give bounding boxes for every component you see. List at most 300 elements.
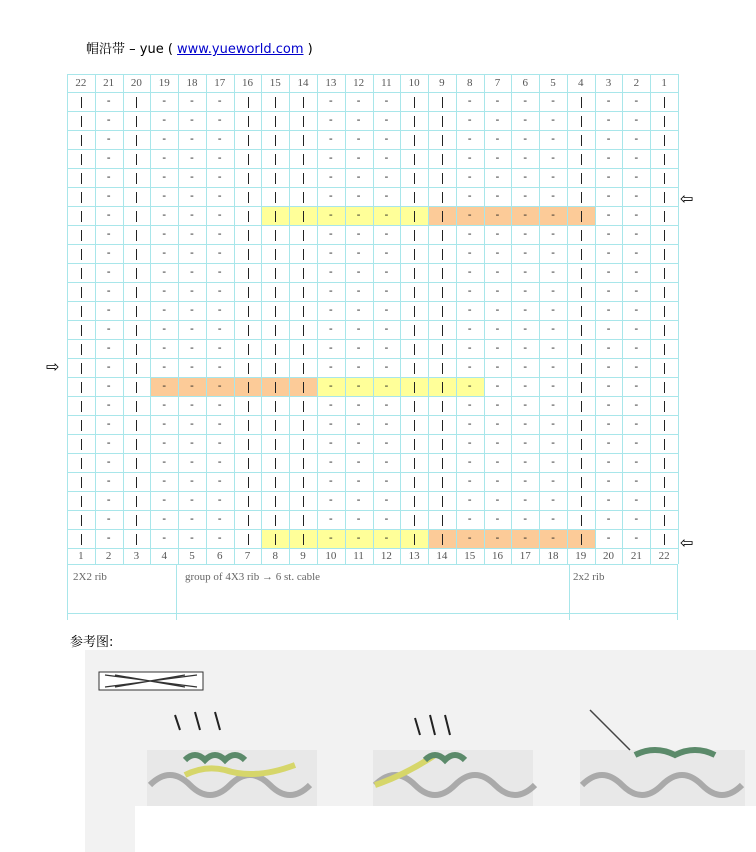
column-number-top: 18 (186, 77, 198, 89)
knit-symbol (664, 344, 665, 355)
purl-symbol: - (383, 265, 390, 278)
purl-symbol: - (355, 284, 362, 297)
purl-symbol: - (466, 151, 473, 164)
purl-symbol: - (355, 417, 362, 430)
knit-symbol (136, 116, 137, 127)
purl-symbol: - (188, 265, 196, 278)
purl-symbol: - (105, 227, 112, 240)
purl-symbol: - (160, 189, 168, 202)
column-number-bottom: 22 (658, 550, 670, 562)
purl-symbol: - (383, 436, 390, 449)
purl-symbol: - (355, 151, 362, 164)
purl-symbol: - (466, 322, 473, 335)
knit-symbol (581, 192, 582, 203)
knit-symbol (581, 534, 582, 545)
purl-symbol: - (355, 436, 362, 449)
knit-symbol (581, 154, 582, 165)
knit-symbol (664, 325, 665, 336)
purl-symbol: - (105, 512, 112, 525)
knit-symbol (414, 230, 415, 241)
knit-symbol (81, 192, 82, 203)
purl-symbol: - (633, 512, 640, 525)
purl-symbol: - (466, 94, 473, 107)
purl-symbol: - (105, 417, 112, 430)
knit-symbol (303, 249, 304, 260)
purl-symbol: - (494, 417, 501, 430)
column-number-top: 21 (103, 77, 115, 89)
knit-symbol (581, 439, 582, 450)
purl-symbol: - (633, 132, 640, 145)
column-number-bottom: 3 (133, 550, 140, 562)
knit-symbol (81, 173, 82, 184)
purl-symbol: - (327, 341, 335, 354)
purl-symbol: - (327, 398, 335, 411)
purl-symbol: - (105, 94, 112, 107)
purl-symbol: - (494, 398, 501, 411)
purl-symbol: - (160, 227, 168, 240)
knit-symbol (581, 306, 582, 317)
column-number-top: 1 (661, 77, 667, 89)
purl-symbol: - (160, 417, 168, 430)
right-arrow-icon-top: ⇦ (680, 191, 694, 208)
knit-symbol (275, 363, 276, 374)
knit-symbol (442, 363, 443, 374)
purl-symbol: - (327, 132, 335, 145)
purl-symbol: - (355, 455, 362, 468)
purl-symbol: - (494, 132, 501, 145)
purl-symbol: - (383, 360, 390, 373)
right-arrow-icon-bottom: ⇦ (680, 535, 694, 552)
knit-symbol (275, 306, 276, 317)
knit-symbol (414, 97, 415, 108)
knit-symbol (136, 306, 137, 317)
knit-symbol (248, 401, 249, 412)
knit-symbol (248, 268, 249, 279)
knit-symbol (248, 477, 249, 488)
purl-symbol: - (216, 303, 224, 316)
purl-symbol: - (633, 246, 640, 259)
purl-symbol: - (216, 455, 224, 468)
purl-symbol: - (188, 284, 196, 297)
knit-symbol (581, 97, 582, 108)
knit-symbol (275, 97, 276, 108)
purl-symbol: - (216, 208, 224, 221)
purl-symbol: - (216, 360, 224, 373)
knit-symbol (442, 496, 443, 507)
purl-symbol: - (466, 132, 473, 145)
purl-symbol: - (188, 303, 196, 316)
purl-symbol: - (327, 208, 335, 221)
purl-symbol: - (216, 493, 224, 506)
purl-symbol: - (188, 189, 196, 202)
knit-symbol (414, 401, 415, 412)
knit-symbol (81, 496, 82, 507)
purl-symbol: - (383, 208, 390, 221)
knit-symbol (81, 306, 82, 317)
knit-symbol (664, 135, 665, 146)
knit-symbol (275, 496, 276, 507)
knit-symbol (275, 287, 276, 298)
purl-symbol: - (605, 303, 612, 316)
purl-symbol: - (521, 170, 529, 183)
knit-symbol (442, 325, 443, 336)
knit-symbol (581, 173, 582, 184)
knit-symbol (275, 249, 276, 260)
purl-symbol: - (521, 417, 529, 430)
knit-symbol (81, 439, 82, 450)
purl-symbol: - (355, 170, 362, 183)
knit-symbol (136, 344, 137, 355)
purl-symbol: - (494, 512, 501, 525)
knit-symbol (442, 287, 443, 298)
purl-symbol: - (188, 531, 196, 544)
purl-symbol: - (188, 379, 196, 392)
purl-symbol: - (494, 341, 501, 354)
purl-symbol: - (160, 170, 168, 183)
purl-symbol: - (160, 113, 168, 126)
purl-symbol: - (605, 246, 612, 259)
purl-symbol: - (549, 303, 557, 316)
knit-symbol (581, 135, 582, 146)
knit-symbol (303, 230, 304, 241)
purl-symbol: - (216, 189, 224, 202)
purl-symbol: - (521, 303, 529, 316)
purl-symbol: - (216, 531, 224, 544)
purl-symbol: - (216, 246, 224, 259)
column-number-bottom: 21 (630, 550, 642, 562)
purl-symbol: - (355, 322, 362, 335)
purl-symbol: - (521, 322, 529, 335)
column-number-top: 20 (130, 77, 142, 89)
purl-symbol: - (633, 322, 640, 335)
purl-symbol: - (160, 436, 168, 449)
knit-symbol (414, 382, 415, 393)
knit-symbol (136, 477, 137, 488)
column-number-bottom: 10 (325, 550, 337, 562)
purl-symbol: - (105, 493, 112, 506)
knit-symbol (303, 116, 304, 127)
purl-symbol: - (383, 398, 390, 411)
purl-symbol: - (521, 151, 529, 164)
knit-symbol (275, 382, 276, 393)
column-number-top: 10 (408, 77, 420, 89)
purl-symbol: - (605, 417, 612, 430)
knit-symbol (136, 515, 137, 526)
purl-symbol: - (521, 246, 529, 259)
knit-symbol (275, 116, 276, 127)
purl-symbol: - (466, 379, 473, 392)
purl-symbol: - (521, 531, 529, 544)
purl-symbol: - (383, 341, 390, 354)
purl-symbol: - (105, 132, 112, 145)
purl-symbol: - (327, 189, 335, 202)
purl-symbol: - (466, 531, 473, 544)
purl-symbol: - (188, 246, 196, 259)
purl-symbol: - (216, 322, 224, 335)
purl-symbol: - (633, 455, 640, 468)
purl-symbol: - (494, 379, 501, 392)
knit-symbol (303, 477, 304, 488)
purl-symbol: - (549, 151, 557, 164)
knit-symbol (664, 154, 665, 165)
purl-symbol: - (216, 94, 224, 107)
knit-symbol (442, 382, 443, 393)
purl-symbol: - (549, 360, 557, 373)
knit-symbol (136, 534, 137, 545)
knit-symbol (303, 458, 304, 469)
purl-symbol: - (105, 170, 112, 183)
purl-symbol: - (383, 379, 390, 392)
purl-symbol: - (105, 208, 112, 221)
column-number-bottom: 7 (244, 550, 251, 562)
purl-symbol: - (105, 322, 112, 335)
knit-symbol (442, 249, 443, 260)
purl-symbol: - (466, 474, 473, 487)
purl-symbol: - (105, 531, 112, 544)
knit-symbol (275, 439, 276, 450)
purl-symbol: - (160, 303, 168, 316)
purl-symbol: - (633, 493, 640, 506)
purl-symbol: - (327, 322, 335, 335)
purl-symbol: - (188, 208, 196, 221)
purl-symbol: - (355, 341, 362, 354)
purl-symbol: - (160, 493, 168, 506)
purl-symbol: - (633, 341, 640, 354)
knit-symbol (248, 249, 249, 260)
knit-symbol (303, 325, 304, 336)
column-number-top: 3 (605, 77, 612, 89)
purl-symbol: - (160, 379, 168, 392)
website-link[interactable]: www.yueworld.com (177, 42, 304, 57)
knit-symbol (442, 135, 443, 146)
knit-symbol (81, 154, 82, 165)
knit-symbol (581, 230, 582, 241)
purl-symbol: - (355, 94, 362, 107)
purl-symbol: - (105, 284, 112, 297)
purl-symbol: - (605, 284, 612, 297)
knit-symbol (303, 306, 304, 317)
knit-symbol (414, 249, 415, 260)
purl-symbol: - (383, 512, 390, 525)
knit-symbol (414, 211, 415, 222)
knit-symbol (664, 477, 665, 488)
purl-symbol: - (188, 151, 196, 164)
purl-symbol: - (383, 284, 390, 297)
purl-symbol: - (549, 246, 557, 259)
knit-symbol (664, 287, 665, 298)
purl-symbol: - (327, 246, 335, 259)
purl-symbol: - (466, 436, 473, 449)
knit-symbol (442, 268, 443, 279)
purl-symbol: - (105, 398, 112, 411)
purl-symbol: - (383, 227, 390, 240)
purl-symbol: - (216, 512, 224, 525)
knit-symbol (303, 363, 304, 374)
purl-symbol: - (521, 189, 529, 202)
purl-symbol: - (105, 246, 112, 259)
purl-symbol: - (216, 398, 224, 411)
knit-symbol (248, 363, 249, 374)
column-number-bottom: 5 (189, 550, 195, 562)
purl-symbol: - (383, 246, 390, 259)
purl-symbol: - (160, 398, 168, 411)
purl-symbol: - (160, 341, 168, 354)
purl-symbol: - (355, 531, 362, 544)
purl-symbol: - (105, 189, 112, 202)
purl-symbol: - (383, 455, 390, 468)
purl-symbol: - (105, 360, 112, 373)
purl-symbol: - (355, 246, 362, 259)
knit-symbol (442, 344, 443, 355)
knitting-chart (67, 74, 678, 613)
knit-symbol (81, 325, 82, 336)
purl-symbol: - (188, 132, 196, 145)
knit-symbol (664, 97, 665, 108)
purl-symbol: - (549, 341, 557, 354)
purl-symbol: - (188, 436, 196, 449)
purl-symbol: - (549, 132, 557, 145)
knit-symbol (303, 287, 304, 298)
knit-symbol (81, 344, 82, 355)
purl-symbol: - (494, 94, 501, 107)
purl-symbol: - (605, 341, 612, 354)
column-number-bottom: 12 (380, 550, 392, 562)
purl-symbol: - (160, 512, 168, 525)
purl-symbol: - (521, 94, 529, 107)
purl-symbol: - (633, 417, 640, 430)
purl-symbol: - (466, 341, 473, 354)
purl-symbol: - (188, 341, 196, 354)
purl-symbol: - (605, 493, 612, 506)
knit-symbol (81, 249, 82, 260)
knit-symbol (303, 211, 304, 222)
knit-symbol (414, 439, 415, 450)
purl-symbol: - (494, 303, 501, 316)
purl-symbol: - (188, 512, 196, 525)
legend-right: 2x2 rib (573, 571, 605, 583)
knit-symbol (136, 192, 137, 203)
purl-symbol: - (633, 436, 640, 449)
purl-symbol: - (383, 303, 390, 316)
purl-symbol: - (494, 151, 501, 164)
knit-symbol (442, 439, 443, 450)
purl-symbol: - (355, 474, 362, 487)
column-number-top: 12 (353, 77, 365, 89)
knit-symbol (248, 192, 249, 203)
purl-symbol: - (605, 208, 612, 221)
knit-symbol (81, 477, 82, 488)
knit-symbol (581, 249, 582, 260)
knit-symbol (136, 382, 137, 393)
purl-symbol: - (466, 208, 473, 221)
column-number-bottom: 11 (353, 550, 364, 562)
purl-symbol: - (383, 94, 390, 107)
knit-symbol (414, 477, 415, 488)
knit-symbol (81, 116, 82, 127)
purl-symbol: - (355, 303, 362, 316)
purl-symbol: - (521, 284, 529, 297)
column-number-top: 13 (325, 77, 337, 89)
knit-symbol (664, 116, 665, 127)
knit-symbol (248, 515, 249, 526)
purl-symbol: - (383, 417, 390, 430)
purl-symbol: - (355, 208, 362, 221)
knit-symbol (664, 439, 665, 450)
page-title (86, 38, 313, 57)
knit-symbol (136, 363, 137, 374)
purl-symbol: - (327, 531, 335, 544)
knit-symbol (275, 401, 276, 412)
knit-symbol (664, 496, 665, 507)
purl-symbol: - (105, 455, 112, 468)
column-number-top: 16 (242, 77, 253, 89)
knit-symbol (136, 439, 137, 450)
knit-symbol (248, 135, 249, 146)
knit-symbol (414, 135, 415, 146)
purl-symbol: - (383, 189, 390, 202)
purl-symbol: - (216, 113, 224, 126)
knit-symbol (136, 154, 137, 165)
knit-symbol (442, 458, 443, 469)
purl-symbol: - (105, 151, 112, 164)
purl-symbol: - (188, 360, 196, 373)
knit-symbol (275, 173, 276, 184)
purl-symbol: - (494, 322, 501, 335)
purl-symbol: - (355, 360, 362, 373)
knit-symbol (581, 325, 582, 336)
purl-symbol: - (549, 474, 557, 487)
purl-symbol: - (494, 113, 501, 126)
purl-symbol: - (494, 265, 501, 278)
knit-symbol (248, 420, 249, 431)
purl-symbol: - (105, 474, 112, 487)
column-number-bottom: 15 (464, 550, 476, 562)
column-number-top: 19 (158, 77, 170, 89)
column-number-bottom: 4 (161, 550, 167, 562)
purl-symbol: - (160, 531, 168, 544)
knit-symbol (581, 382, 582, 393)
purl-symbol: - (605, 265, 612, 278)
purl-symbol: - (355, 493, 362, 506)
column-number-bottom: 16 (491, 550, 503, 562)
purl-symbol: - (605, 455, 612, 468)
purl-symbol: - (383, 132, 390, 145)
purl-symbol: - (383, 151, 390, 164)
purl-symbol: - (633, 284, 640, 297)
purl-symbol: - (160, 208, 168, 221)
purl-symbol: - (633, 303, 640, 316)
knit-symbol (81, 515, 82, 526)
knit-symbol (442, 154, 443, 165)
knit-symbol (136, 458, 137, 469)
purl-symbol: - (605, 189, 612, 202)
purl-symbol: - (494, 531, 501, 544)
knit-symbol (414, 287, 415, 298)
purl-symbol: - (327, 113, 335, 126)
knit-symbol (442, 515, 443, 526)
knit-symbol (414, 344, 415, 355)
knit-symbol (664, 458, 665, 469)
knit-symbol (442, 306, 443, 317)
knit-symbol (414, 116, 415, 127)
purl-symbol: - (549, 398, 557, 411)
purl-symbol: - (466, 455, 473, 468)
purl-symbol: - (327, 265, 335, 278)
purl-symbol: - (549, 208, 557, 221)
purl-symbol: - (466, 113, 473, 126)
purl-symbol: - (188, 94, 196, 107)
column-number-bottom: 17 (519, 550, 531, 562)
